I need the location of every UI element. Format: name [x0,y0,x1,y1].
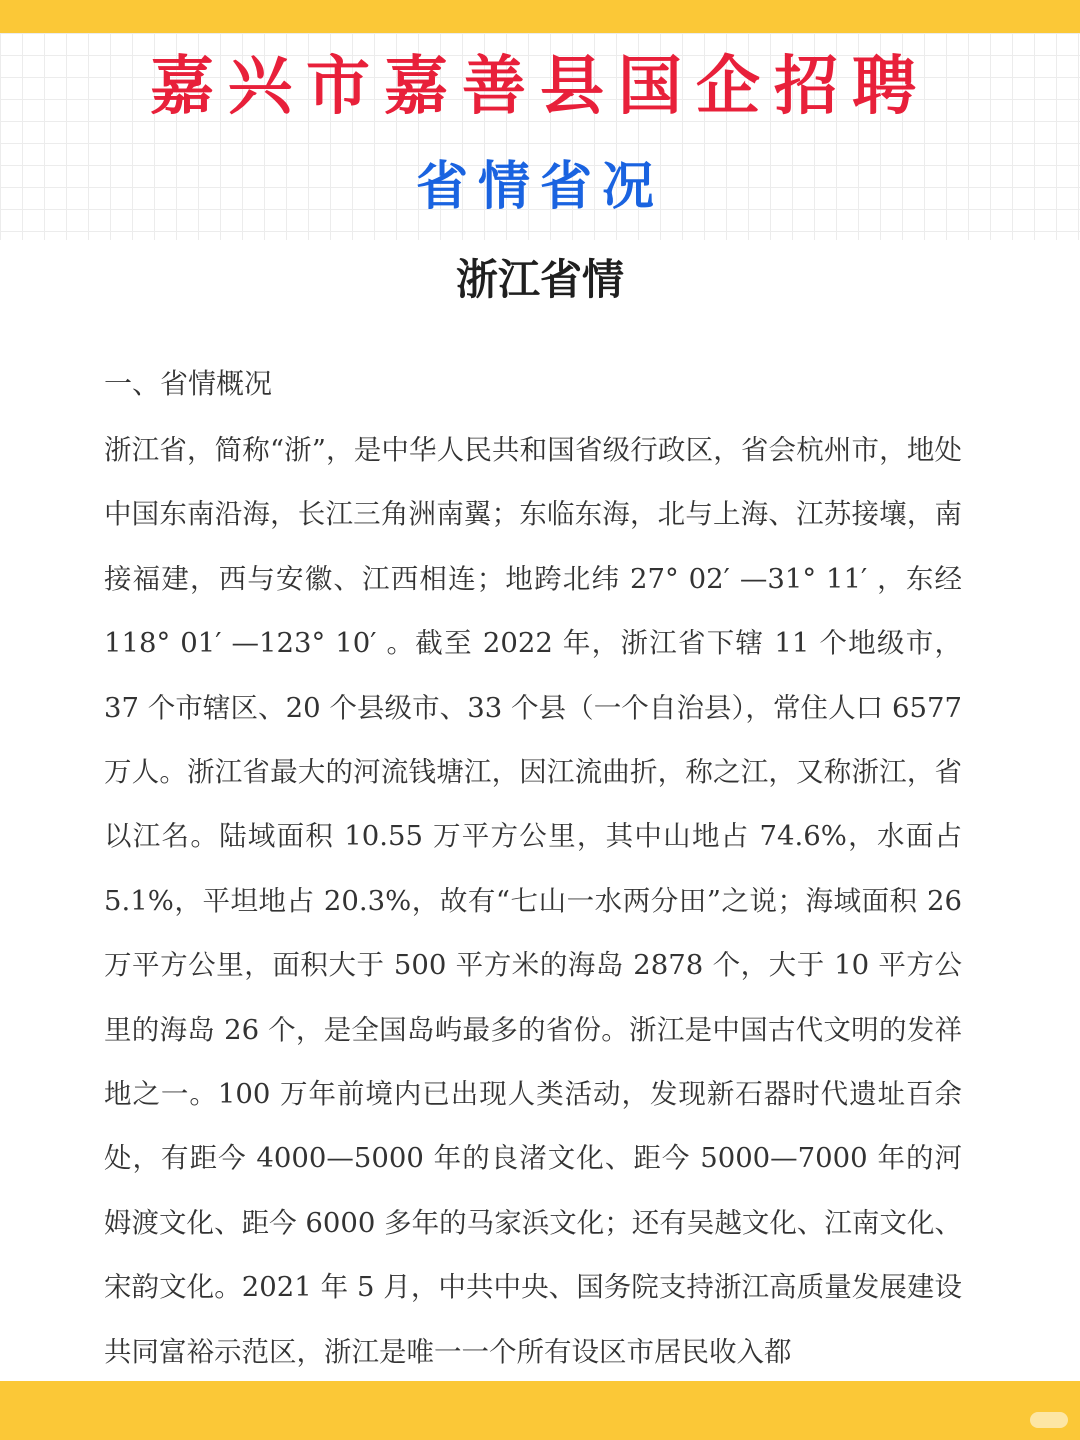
document-title: 浙江省情 [455,255,624,304]
watermark-badge [1030,1412,1068,1428]
body-paragraph: 浙江省，简称“浙”，是中华人民共和国省级行政区，省会杭州市，地处中国东南沿海，长江三角洲南翼；东临东海，北与上海、江苏接壤，南接福建，西与安徽、江西相连；地跨北纬 27° 02′ —31° 11′ ，东经 118° 01′ —123° 10′ 。截至 2022 年，浙江省下辖 11 个地级市，37 个市辖区、20 个县级市、33 个县（一个自治县），常住人口 6577 万人。浙江省最大的河流钱塘江，因江流曲折，称之江，又称浙江，省以江名。陆域面积 10.55 万平方公里，其中山地占 74.6%，水面占 5.1%，平坦地占 20.3%，故有“七山一水两分田”之说；海域面积 26 万平方公里，面积大于 500 平方米的海岛 2878 个，大于 10 平方公里的海岛 26 个，是全国岛屿最多的省份。浙江是中国古代文明的发祥地之一。100 万年前境内已出现人类活动，发现新石器时代遗址百余处，有距今 4000—5000 年的良渚文化、距今 5000—7000 年的河姆渡文化、距今 6000 多年的马家浜文化；还有吴越文化、江南文化、宋韵文化。2021 年 5 月，中共中央、国务院支持浙江高质量发展建设共同富裕示范区，浙江是唯一一个所有设区市居民收入都 [104,434,962,1368]
section-heading: 一、省情概况 [104,367,273,400]
bottom-yellow-band [0,1381,1080,1440]
top-yellow-band [0,0,1080,33]
recruitment-headline: 嘉兴市嘉善县国企招聘 [150,49,930,124]
subheadline: 省情省况 [415,156,664,217]
